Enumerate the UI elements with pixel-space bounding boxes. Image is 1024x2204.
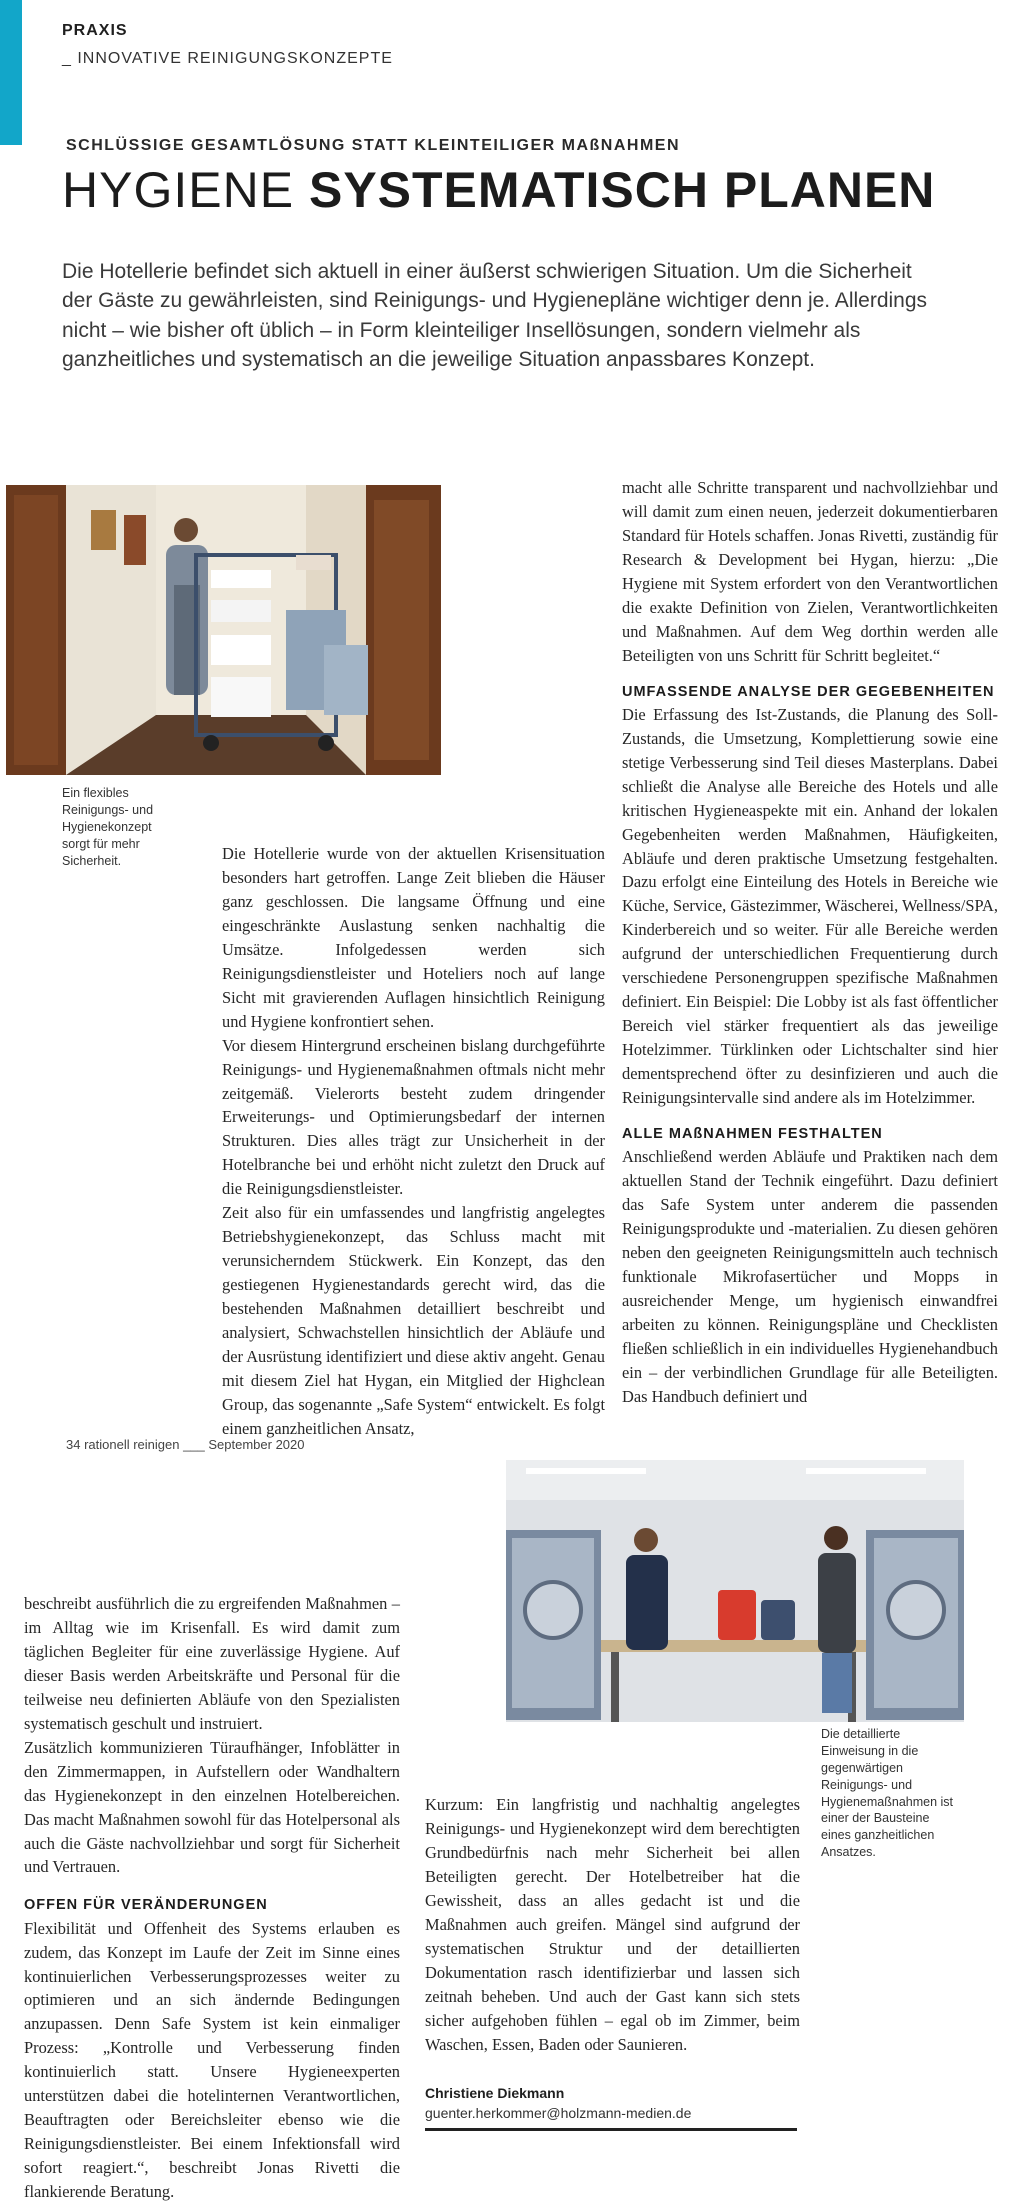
photo-caption-1: Ein flexibles Reinigungs- und Hygienekonzept sorgt für mehr Sicherheit.: [62, 786, 154, 868]
section-subrubric: _ INNOVATIVE REINIGUNGSKONZEPTE: [62, 50, 393, 67]
article-lead: Die Hotellerie befindet sich aktuell in einer äußerst schwierigen Situation. Um die Sicherheit der Gäste zu gewährleisten, sind Reinigungs- und Hygienepläne wichtiger denn je. Allerdings nicht – wie bisher oft üblich – in Form kleinteiliger Insellösungen, sondern vielmehr als ganzheitliches und systematisch an die jeweilige Situation anpassbares Konzept.: [62, 260, 928, 372]
author-email[interactable]: guenter.herkommer@holzmann-medien.de: [425, 2105, 692, 2121]
column-2: [622, 476, 998, 1409]
accent-bar: [0, 0, 22, 145]
headline-light: HYGIENE: [62, 162, 295, 218]
col2-paragraph-analysis: Die Erfassung des Ist-Zustands, die Planung des Soll-Zustands, die Umsetzung, Komplettierung sowie eine stetige Verbesserung sind Teil dieses Masterplans. Dabei schließt die Analyse alle Bereiche des Hotels und alle kritischen Hygieneaspekte mit ein. Anhand der lokalen Gegebenheiten werden Maßnahmen, Häufigkeiten, Abläufe und deren praktische Umsetzung festgehalten. Dazu erfolgt eine Einteilung des Hotels in Bereiche wie Küche, Service, Gästezimmer, Wäscherei, Wellness/SPA, Kinderbereich und so weiter. Für alle Bereiche werden aufgrund der unterschiedlichen Frequentierung durch verschiedene Personengruppen spezifische Maßnahmen definiert. Ein Beispiel: Die Lobby ist als fast öffentlicher Bereich viel stärker frequentiert als das jeweilige Hotelzimmer. Türklinken oder Lichtschalter sind hier dementsprechend öfter zu desinfizieren und auch die Reinigungsintervalle sind andere als im Hotelzimmer.: [622, 704, 998, 1108]
col3-paragraph-2: Zusätzlich kommunizieren Türaufhänger, Infoblätter in den Zimmermappen, in Aufstellern oder Wandhaltern das Hygienekonzept in den einzelnen Hotelbereichen. Das macht Maßnahmen sowohl für das Hotelpersonal als auch die Gäste nachvollziehbar und sorgt für Sicherheit und Vertrauen.: [24, 1737, 400, 1877]
section-rubric: PRAXIS: [62, 22, 128, 39]
col1-paragraph-1: Die Hotellerie wurde von der aktuellen Krisensituation besonders hart getroffen. Lange Zeit blieben die Häuser ganz geschlossen. Die langsame Öffnung und eine eingeschränkte Auslastung senken nachhaltig die Umsätze. Infolgedessen werden sich Reinigungsdienstleister und Hoteliers noch auf lange Sicht mit gravierenden Auflagen hinsichtlich Reinigung und Hygiene konfrontiert sehen.: [222, 844, 605, 1031]
col2-paragraph-intro: macht alle Schritte transparent und nachvollziehbar und will damit zum einen neuen, jederzeit dokumentierbaren Standard für Hotels schaffen. Jonas Rivetti, zuständig für Research & Development bei Hygan, hierzu: „Die Hygiene mit System erfordert von den Verantwortlichen die exakte Definition von Zielen, Verantwortlichkeiten und Maßnahmen. Auf dem Weg dorthin werden alle Beteiligten von uns Schritt für Schritt begleitet.“: [622, 478, 998, 665]
col3-paragraph-1: beschreibt ausführlich die zu ergreifenden Maßnahmen – im Alltag wie im Krisenfall. Es wird damit zum täglichen Begleiter für eine zuverlässige Hygiene. Auf dieser Basis werden Arbeitskräfte und Personal für die teilweise neu definierten Abläufe von den Spezialisten systematisch geschult und instruiert.: [24, 1594, 400, 1733]
headline-bold: SYSTEMATISCH PLANEN: [308, 162, 936, 218]
article-kicker: SCHLÜSSIGE GESAMTLÖSUNG STATT KLEINTEILIGER MAßNAHMEN: [66, 137, 681, 154]
column-1: [222, 842, 605, 1441]
author-name: Christiene Diekmann: [425, 2085, 565, 2101]
col1-paragraph-2: Vor diesem Hintergrund erscheinen bislang durchgeführte Reinigungs- und Hygienemaßnahmen oftmals nicht mehr zeitgemäß. Vielerorts besteht zudem dringender Erweiterungs- und Optimierungsbedarf der internen Strukturen. Dies alles trägt zur Unsicherheit in der Hotelbranche bei und erhöht nicht zuletzt den Druck auf die Reinigungsdienstleister.: [222, 1035, 605, 1199]
end-rule: [425, 2128, 797, 2131]
article-headline: [62, 163, 935, 218]
laundry-photo: [506, 1460, 964, 1722]
col1-paragraph-3: Zeit also für ein umfassendes und langfristig angelegtes Betriebshygienekonzept, das Schluss macht mit verunsicherndem Stückwerk. Ein Konzept, das den gestiegenen Hygienestandards gerecht wird, das die bestehenden Maßnahmen detailliert beschreibt und analysiert, Schwachstellen hinsichtlich der Abläufe und der Ausrüstung identifiziert und diese aktiv angeht. Genau mit diesem Ziel hat Hygan, ein Mitglied der Highclean Group, das sogenannte „Safe System“ entwickelt. Es folgt einem ganzheitlichen Ansatz,: [222, 1203, 605, 1438]
col3-paragraph-open: Flexibilität und Offenheit des Systems erlauben es zudem, das Konzept im Laufe der Zeit im Sinne eines kontinuierlichen Verbesserungsprozesses weiter zu optimieren und an sich ändernde Bedingungen anzupassen. Denn Safe System ist kein einmaliger Prozess: „Kontrolle und Verbesserung finden kontinuierlich statt. Unsere Hygieneexperten unterstützen dabei die hotelinternen Verantwortlichen, Beauftragten oder Bereichsleiter ebenso wie die Reinigungsdienstleister. Bei einem Infektionsfall wird sofort reagiert.“, beschreibt Jonas Rivetti die flankierende Beratung.: [24, 1918, 400, 2202]
column-3: [24, 1592, 400, 2204]
page-footer: 34 rationell reinigen ___ September 2020: [66, 1437, 305, 1452]
subhead-analysis: UMFASSENDE ANALYSE DER GEGEBENHEITEN: [622, 683, 995, 700]
subhead-open: OFFEN FÜR VERÄNDERUNGEN: [24, 1897, 268, 1914]
col4-paragraph-conclusion: Kurzum: Ein langfristig und nachhaltig angelegtes Reinigungs- und Hygienekonzept wird dem berechtigten Grundbedürfnis nach mehr Sicherheit bei allen Beteiligten gerecht. Der Hotelbetreiber hat die Gewissheit, dass an alles gedacht ist und die Maßnahmen auch greifen. Mängel sind aufgrund der systematischen Struktur und der detaillierten Dokumentation rasch identifizierbar und lassen sich zeitnah beheben. Und auch der Gast kann sich stets sicher aufgehoben fühlen – egal ob im Zimmer, beim Waschen, Essen, Baden oder Saunieren.: [425, 1795, 800, 2054]
subhead-measures: ALLE MAßNAHMEN FESTHALTEN: [622, 1125, 883, 1142]
col2-paragraph-measures: Anschließend werden Abläufe und Praktiken nach dem aktuellen Stand der Technik eingeführt. Dazu definiert das Safe System unter anderem die passenden Reinigungsprodukte und -materialien. Zu diesen gehören neben den geeigneten Reinigungsmitteln auch technisch funktionale Mikrofasertücher und Mopps in ausreichender Menge, um hygienisch einwandfrei arbeiten zu können. Reinigungspläne und Checklisten fließen schließlich in ein individuelles Hygienehandbuch ein – der verbindlichen Grundlage für alle Beteiligten. Das Handbuch definiert und: [622, 1147, 998, 1406]
housekeeping-photo: [6, 485, 441, 775]
laundry-illustration: [506, 1460, 964, 1722]
column-4: [425, 1793, 800, 2056]
photo-caption-2: Die detaillierte Einweisung in die gegenwärtigen Reinigungs- und Hygienemaßnahmen ist einer der Bausteine eines ganzheitlichen Ansatzes.: [821, 1727, 954, 1860]
housekeeping-illustration: [6, 485, 441, 775]
